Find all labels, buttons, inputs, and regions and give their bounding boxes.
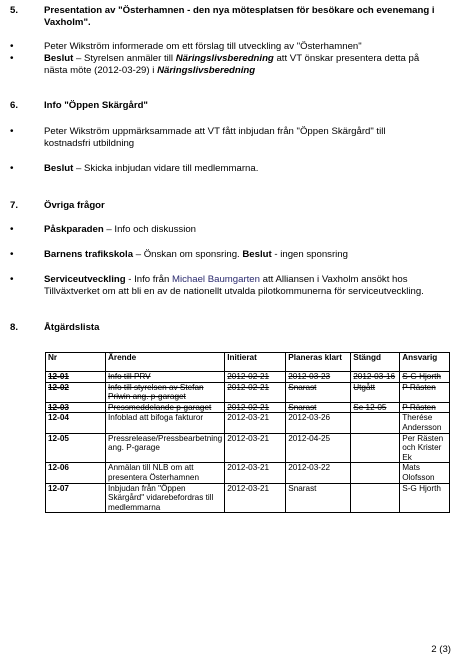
section-7-title: Övriga frågor <box>44 200 105 211</box>
topic-text-2: att Alliansen i Vaxholm ansökt hos Tillväxtverket om att bli en av de nationellt utvalda pilotkommunerna för serviceutveckling. <box>44 274 424 297</box>
section-6-title: Info "Öppen Skärgård" <box>44 100 148 111</box>
cell-init: 2012-03-21 <box>225 483 286 513</box>
bullet-icon: • <box>10 41 14 52</box>
decision-label: Beslut <box>44 163 74 174</box>
cell-ansv: Therése Andersson <box>400 413 450 433</box>
cell-nr: 12-05 <box>46 433 106 463</box>
topic-label: Barnens trafikskola <box>44 249 134 260</box>
cell-init: 2012-03-21 <box>225 433 286 463</box>
page-number: 2 (3) <box>431 644 451 655</box>
topic-label: Påskparaden <box>44 224 104 235</box>
cell-nr: 12-03 <box>46 402 106 413</box>
cell-nr: 12-06 <box>46 463 106 483</box>
cell-init: 2012-03-21 <box>225 413 286 433</box>
table-row <box>46 463 450 483</box>
decision-text: - ingen sponsring <box>271 249 348 260</box>
cell-arende: Info till PRV <box>106 372 225 383</box>
decision-emphasis: Näringslivsberedning <box>175 53 274 64</box>
decision-emphasis-2: Näringslivsberedning <box>157 64 256 76</box>
cell-ansv: S-G Hjorth <box>400 372 450 383</box>
cell-stangd <box>351 413 400 433</box>
table-row <box>46 483 450 513</box>
cell-plan: 2012-03-26 <box>286 413 351 433</box>
section-8-title: Åtgärdslista <box>44 322 100 333</box>
topic-label: Serviceutveckling <box>44 274 126 285</box>
cell-ansv: P Rästen <box>400 402 450 413</box>
section-7-bullet-2 <box>44 249 439 261</box>
table-row <box>46 372 450 383</box>
table-row <box>46 413 450 433</box>
header-planeras-klart: Planeras klart <box>286 353 351 372</box>
section-6-bullet-1: Peter Wikström uppmärksammade att VT fått inbjudan från "Öppen Skärgård" till kostnadsfri utbildning <box>44 126 386 149</box>
cell-stangd: 2012-03-16 <box>351 372 400 383</box>
topic-text: – Önskan om sponsring. <box>133 249 243 260</box>
cell-init: 2012-02-21 <box>225 372 286 383</box>
table-row <box>46 402 450 413</box>
table-row <box>46 382 450 402</box>
cell-stangd: Utgått <box>351 382 400 402</box>
bullet-icon: • <box>10 249 14 260</box>
section-6-number: 6. <box>10 100 19 111</box>
section-5-bullet-2 <box>44 53 439 76</box>
cell-nr: 12-04 <box>46 413 106 433</box>
table-header-row <box>46 353 450 372</box>
person-name: Michael Baumgarten <box>171 274 260 285</box>
cell-ansv: P Rästen <box>400 382 450 402</box>
cell-stangd <box>351 483 400 513</box>
bullet-icon: • <box>10 224 14 235</box>
decision-text: – Styrelsen anmäler till <box>73 53 176 64</box>
cell-stangd <box>351 463 400 483</box>
section-7-number: 7. <box>10 200 19 211</box>
cell-ansv: Mats Olofsson <box>400 463 450 483</box>
table-body <box>46 372 450 513</box>
table-row <box>46 433 450 463</box>
cell-ansv: S-G Hjorth <box>400 483 450 513</box>
section-7-bullet-3 <box>44 274 434 297</box>
cell-plan: 2012-03-22 <box>286 463 351 483</box>
cell-arende: Inbjudan från "Öppen Skärgård" vidarebefordras till medlemmarna <box>106 483 225 513</box>
decision-text-2: att VT önskar presentera detta på nästa möte (2012-03-29) i <box>44 53 420 76</box>
header-initierat: Initierat <box>225 353 286 372</box>
section-5-title: Presentation av "Österhamnen - den nya mötesplatsen för besökare och evenemang i Vaxholm". <box>44 5 435 28</box>
section-8-number: 8. <box>10 322 19 333</box>
decision-label: Beslut <box>242 249 272 260</box>
section-5-number: 5. <box>10 5 19 16</box>
topic-text: – Info och diskussion <box>103 224 196 235</box>
decision-label: Beslut <box>44 53 74 64</box>
cell-plan: 2012-03-23 <box>286 372 351 383</box>
cell-arende: Infoblad att bifoga fakturor <box>106 413 225 433</box>
cell-stangd: Se 12-05 <box>351 402 400 413</box>
cell-plan: Snarast <box>286 402 351 413</box>
cell-plan: Snarast <box>286 382 351 402</box>
cell-arende: Info till styrelsen av Stefan Priwin ang. p-garaget <box>106 382 225 402</box>
topic-text: - Info från <box>125 274 172 285</box>
cell-plan: Snarast <box>286 483 351 513</box>
section-6-bullet-2 <box>44 163 439 175</box>
bullet-icon: • <box>10 163 14 174</box>
header-stangd: Stängd <box>351 353 400 372</box>
section-5-bullet-1: Peter Wikström informerade om ett förslag till utveckling av "Österhamnen" <box>44 41 362 52</box>
bullet-icon: • <box>10 126 14 137</box>
section-7-bullet-1 <box>44 224 439 236</box>
cell-ansv: Per Rästen och Krister Ek <box>400 433 450 463</box>
bullet-icon: • <box>10 53 14 64</box>
cell-plan: 2012-04-25 <box>286 433 351 463</box>
cell-arende: Pressrelease/Pressbearbetning ang. P-garage <box>106 433 225 463</box>
cell-init: 2012-03-21 <box>225 463 286 483</box>
bullet-icon: • <box>10 274 14 285</box>
header-ansvarig: Ansvarig <box>400 353 450 372</box>
header-arende: Ärende <box>106 353 225 372</box>
cell-init: 2012-02-21 <box>225 382 286 402</box>
header-nr: Nr <box>46 353 106 372</box>
action-list-table <box>45 352 450 513</box>
cell-arende: Anmälan till NLB om att presentera Österhamnen <box>106 463 225 483</box>
cell-arende: Pressmeddelande p-garaget <box>106 402 225 413</box>
cell-nr: 12-01 <box>46 372 106 383</box>
cell-init: 2012-02-21 <box>225 402 286 413</box>
cell-nr: 12-02 <box>46 382 106 402</box>
decision-text: – Skicka inbjudan vidare till medlemmarna. <box>73 163 259 174</box>
cell-stangd <box>351 433 400 463</box>
cell-nr: 12-07 <box>46 483 106 513</box>
